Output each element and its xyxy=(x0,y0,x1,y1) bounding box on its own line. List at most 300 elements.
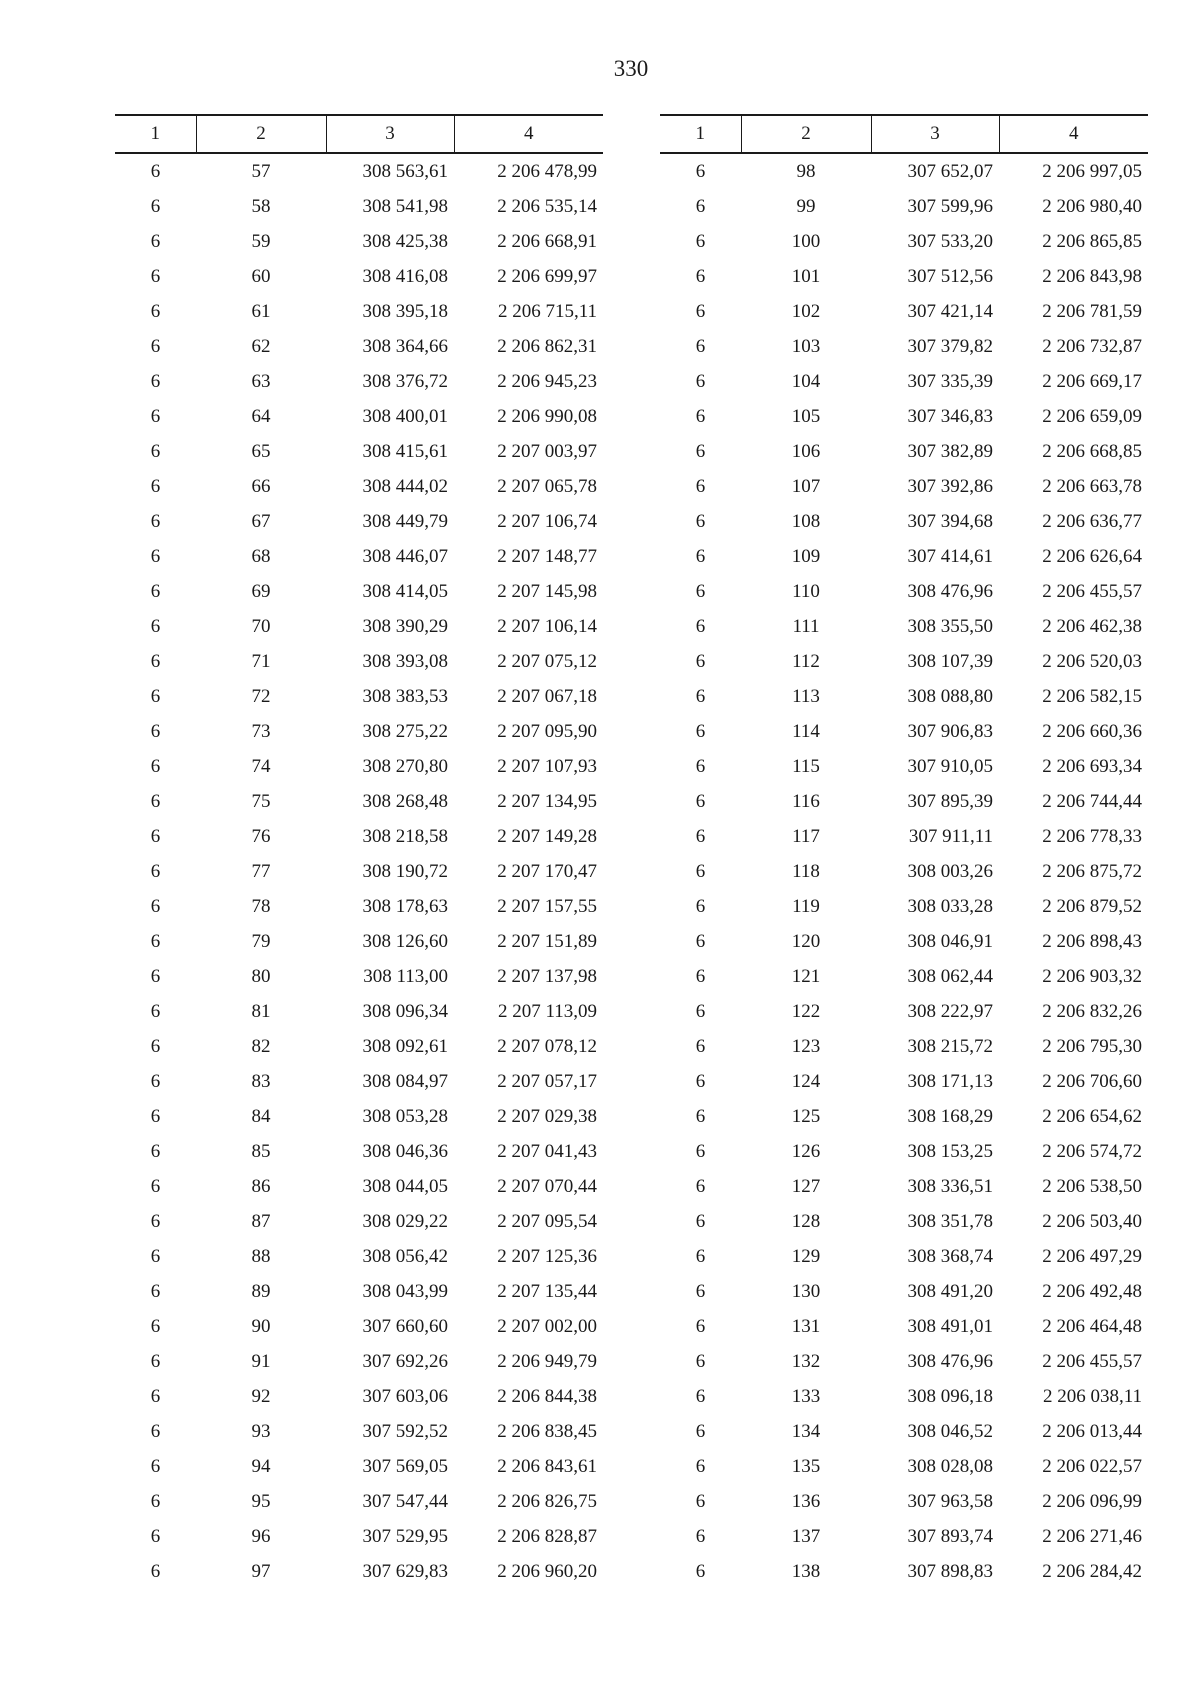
x-coordinate-cell: 308 062,44 xyxy=(907,965,993,987)
section-cell: 6 xyxy=(150,930,161,952)
x-coordinate-cell: 308 390,29 xyxy=(362,615,448,637)
x-coordinate-cell: 307 603,06 xyxy=(362,1385,448,1407)
x-coordinate-cell: 307 346,83 xyxy=(907,405,993,427)
table-row xyxy=(660,854,1148,889)
section-cell: 6 xyxy=(695,895,706,917)
y-coordinate-cell: 2 206 949,79 xyxy=(497,1350,597,1372)
y-coordinate-cell: 2 207 078,12 xyxy=(497,1035,597,1057)
point-number-cell: 71 xyxy=(251,650,271,672)
table-row xyxy=(660,469,1148,504)
section-cell: 6 xyxy=(150,615,161,637)
section-cell: 6 xyxy=(695,1315,706,1337)
section-cell: 6 xyxy=(150,370,161,392)
table-row xyxy=(115,994,603,1029)
x-coordinate-cell: 308 178,63 xyxy=(362,895,448,917)
section-cell: 6 xyxy=(695,720,706,742)
y-coordinate-cell: 2 206 574,72 xyxy=(1042,1140,1142,1162)
x-coordinate-cell: 307 963,58 xyxy=(907,1490,993,1512)
y-coordinate-cell: 2 207 003,97 xyxy=(497,440,597,462)
x-coordinate-cell: 308 383,53 xyxy=(362,685,448,707)
x-coordinate-cell: 307 592,52 xyxy=(362,1420,448,1442)
section-cell: 6 xyxy=(695,615,706,637)
point-number-cell: 118 xyxy=(792,860,820,882)
x-coordinate-cell: 308 153,25 xyxy=(907,1140,993,1162)
y-coordinate-cell: 2 207 106,74 xyxy=(497,510,597,532)
y-coordinate-cell: 2 206 096,99 xyxy=(1042,1490,1142,1512)
x-coordinate-cell: 308 415,61 xyxy=(362,440,448,462)
x-coordinate-cell: 308 491,20 xyxy=(907,1280,993,1302)
point-number-cell: 130 xyxy=(791,1280,821,1302)
x-coordinate-cell: 308 044,05 xyxy=(362,1175,448,1197)
table-row xyxy=(660,539,1148,574)
point-number-cell: 110 xyxy=(792,580,820,602)
table-row xyxy=(115,574,603,609)
table-row xyxy=(115,1029,603,1064)
section-cell: 6 xyxy=(150,545,161,567)
section-cell: 6 xyxy=(695,1140,706,1162)
section-cell: 6 xyxy=(150,475,161,497)
y-coordinate-cell: 2 206 865,85 xyxy=(1042,230,1142,252)
table-row xyxy=(115,644,603,679)
point-number-cell: 94 xyxy=(251,1455,271,1477)
table-row xyxy=(660,1414,1148,1449)
point-number-cell: 105 xyxy=(791,405,821,427)
point-number-cell: 72 xyxy=(251,685,271,707)
point-number-cell: 122 xyxy=(791,1000,821,1022)
section-cell: 6 xyxy=(150,1070,161,1092)
table-row xyxy=(660,819,1148,854)
x-coordinate-cell: 308 491,01 xyxy=(907,1315,993,1337)
x-coordinate-cell: 308 046,52 xyxy=(907,1420,993,1442)
section-cell: 6 xyxy=(695,265,706,287)
y-coordinate-cell: 2 206 706,60 xyxy=(1042,1070,1142,1092)
table-row xyxy=(660,644,1148,679)
y-coordinate-cell: 2 206 781,59 xyxy=(1042,300,1142,322)
section-cell: 6 xyxy=(695,790,706,812)
point-number-cell: 119 xyxy=(792,895,820,917)
y-coordinate-cell: 2 207 107,93 xyxy=(497,755,597,777)
point-number-cell: 101 xyxy=(791,265,821,287)
y-coordinate-cell: 2 207 157,55 xyxy=(497,895,597,917)
point-number-cell: 95 xyxy=(251,1490,271,1512)
x-coordinate-cell: 308 046,91 xyxy=(907,930,993,952)
table-body-right xyxy=(660,153,1148,1589)
table-row xyxy=(660,1519,1148,1554)
table-row xyxy=(115,749,603,784)
column-header: 4 xyxy=(999,115,1148,153)
table-row xyxy=(115,1064,603,1099)
y-coordinate-cell: 2 206 626,64 xyxy=(1042,545,1142,567)
y-coordinate-cell: 2 206 455,57 xyxy=(1042,580,1142,602)
section-cell: 6 xyxy=(695,300,706,322)
column-header: 1 xyxy=(115,115,196,153)
y-coordinate-cell: 2 206 022,57 xyxy=(1042,1455,1142,1477)
point-number-cell: 74 xyxy=(251,755,271,777)
y-coordinate-cell: 2 206 535,14 xyxy=(497,195,597,217)
x-coordinate-cell: 308 400,01 xyxy=(362,405,448,427)
section-cell: 6 xyxy=(695,825,706,847)
y-coordinate-cell: 2 206 654,62 xyxy=(1042,1105,1142,1127)
x-coordinate-cell: 307 898,83 xyxy=(907,1560,993,1582)
column-header: 2 xyxy=(741,115,871,153)
point-number-cell: 138 xyxy=(791,1560,821,1582)
table-row xyxy=(660,1064,1148,1099)
table-row xyxy=(660,889,1148,924)
table-row xyxy=(115,1309,603,1344)
table-row xyxy=(115,1414,603,1449)
table-row xyxy=(660,1204,1148,1239)
y-coordinate-cell: 2 206 778,33 xyxy=(1042,825,1142,847)
section-cell: 6 xyxy=(150,755,161,777)
section-cell: 6 xyxy=(150,160,161,182)
y-coordinate-cell: 2 206 898,43 xyxy=(1042,930,1142,952)
x-coordinate-cell: 308 046,36 xyxy=(362,1140,448,1162)
point-number-cell: 135 xyxy=(791,1455,821,1477)
section-cell: 6 xyxy=(695,1245,706,1267)
point-number-cell: 60 xyxy=(251,265,271,287)
x-coordinate-cell: 307 421,14 xyxy=(907,300,993,322)
point-number-cell: 67 xyxy=(251,510,271,532)
x-coordinate-cell: 308 092,61 xyxy=(362,1035,448,1057)
x-coordinate-cell: 307 335,39 xyxy=(907,370,993,392)
y-coordinate-cell: 2 206 582,15 xyxy=(1042,685,1142,707)
section-cell: 6 xyxy=(695,1525,706,1547)
table-row xyxy=(115,924,603,959)
point-number-cell: 123 xyxy=(791,1035,821,1057)
table-row xyxy=(115,294,603,329)
table-row xyxy=(115,784,603,819)
y-coordinate-cell: 2 206 663,78 xyxy=(1042,475,1142,497)
section-cell: 6 xyxy=(695,370,706,392)
section-cell: 6 xyxy=(150,1315,161,1337)
x-coordinate-cell: 307 414,61 xyxy=(907,545,993,567)
column-header: 4 xyxy=(454,115,603,153)
y-coordinate-cell: 2 207 041,43 xyxy=(497,1140,597,1162)
x-coordinate-cell: 308 268,48 xyxy=(362,790,448,812)
table-row xyxy=(115,679,603,714)
column-header: 1 xyxy=(660,115,741,153)
y-coordinate-cell: 2 206 038,11 xyxy=(1042,1385,1142,1407)
x-coordinate-cell: 308 414,05 xyxy=(362,580,448,602)
table-row xyxy=(115,1134,603,1169)
point-number-cell: 58 xyxy=(251,195,271,217)
table-row xyxy=(660,364,1148,399)
point-number-cell: 61 xyxy=(251,300,271,322)
table-row xyxy=(115,854,603,889)
y-coordinate-cell: 2 206 980,40 xyxy=(1042,195,1142,217)
point-number-cell: 102 xyxy=(791,300,821,322)
x-coordinate-cell: 307 533,20 xyxy=(907,230,993,252)
section-cell: 6 xyxy=(150,825,161,847)
y-coordinate-cell: 2 207 095,54 xyxy=(497,1210,597,1232)
point-number-cell: 99 xyxy=(796,195,816,217)
x-coordinate-cell: 308 476,96 xyxy=(907,580,993,602)
point-number-cell: 70 xyxy=(251,615,271,637)
y-coordinate-cell: 2 207 134,95 xyxy=(497,790,597,812)
y-coordinate-cell: 2 206 660,36 xyxy=(1042,720,1142,742)
table-row xyxy=(660,679,1148,714)
section-cell: 6 xyxy=(150,1035,161,1057)
y-coordinate-cell: 2 206 960,20 xyxy=(497,1560,597,1582)
x-coordinate-cell: 308 107,39 xyxy=(907,650,993,672)
x-coordinate-cell: 307 599,96 xyxy=(907,195,993,217)
y-coordinate-cell: 2 206 844,38 xyxy=(497,1385,597,1407)
table-row xyxy=(660,1134,1148,1169)
point-number-cell: 78 xyxy=(251,895,271,917)
coordinates-table-left xyxy=(115,114,603,1589)
y-coordinate-cell: 2 207 113,09 xyxy=(497,1000,597,1022)
y-coordinate-cell: 2 206 659,09 xyxy=(1042,405,1142,427)
y-coordinate-cell: 2 206 990,08 xyxy=(497,405,597,427)
table-row xyxy=(660,294,1148,329)
section-cell: 6 xyxy=(695,1490,706,1512)
table-header-row xyxy=(115,115,603,153)
y-coordinate-cell: 2 206 478,99 xyxy=(497,160,597,182)
section-cell: 6 xyxy=(695,1280,706,1302)
x-coordinate-cell: 307 512,56 xyxy=(907,265,993,287)
x-coordinate-cell: 307 910,05 xyxy=(907,755,993,777)
x-coordinate-cell: 308 215,72 xyxy=(907,1035,993,1057)
section-cell: 6 xyxy=(150,1140,161,1162)
point-number-cell: 133 xyxy=(791,1385,821,1407)
point-number-cell: 98 xyxy=(796,160,816,182)
point-number-cell: 111 xyxy=(792,615,820,637)
x-coordinate-cell: 307 379,82 xyxy=(907,335,993,357)
column-header: 2 xyxy=(196,115,326,153)
table-row xyxy=(115,1449,603,1484)
table-row xyxy=(115,1169,603,1204)
coordinates-table-right xyxy=(660,114,1148,1589)
section-cell: 6 xyxy=(695,1105,706,1127)
section-cell: 6 xyxy=(695,1350,706,1372)
section-cell: 6 xyxy=(695,1210,706,1232)
x-coordinate-cell: 308 563,61 xyxy=(362,160,448,182)
x-coordinate-cell: 307 660,60 xyxy=(362,1315,448,1337)
table-row xyxy=(660,609,1148,644)
table-row xyxy=(660,924,1148,959)
y-coordinate-cell: 2 207 067,18 xyxy=(497,685,597,707)
point-number-cell: 81 xyxy=(251,1000,271,1022)
table-row xyxy=(660,1379,1148,1414)
table-row xyxy=(115,1554,603,1589)
x-coordinate-cell: 307 893,74 xyxy=(907,1525,993,1547)
section-cell: 6 xyxy=(150,720,161,742)
point-number-cell: 68 xyxy=(251,545,271,567)
table-row xyxy=(115,1484,603,1519)
x-coordinate-cell: 308 368,74 xyxy=(907,1245,993,1267)
point-number-cell: 93 xyxy=(251,1420,271,1442)
table-row xyxy=(115,1379,603,1414)
table-row xyxy=(115,1344,603,1379)
point-number-cell: 76 xyxy=(251,825,271,847)
y-coordinate-cell: 2 206 284,42 xyxy=(1042,1560,1142,1582)
point-number-cell: 77 xyxy=(251,860,271,882)
y-coordinate-cell: 2 206 271,46 xyxy=(1042,1525,1142,1547)
point-number-cell: 90 xyxy=(251,1315,271,1337)
section-cell: 6 xyxy=(150,300,161,322)
section-cell: 6 xyxy=(150,1420,161,1442)
x-coordinate-cell: 307 529,95 xyxy=(362,1525,448,1547)
x-coordinate-cell: 308 444,02 xyxy=(362,475,448,497)
section-cell: 6 xyxy=(695,930,706,952)
x-coordinate-cell: 308 476,96 xyxy=(907,1350,993,1372)
section-cell: 6 xyxy=(150,265,161,287)
table-row xyxy=(115,1239,603,1274)
section-cell: 6 xyxy=(695,510,706,532)
section-cell: 6 xyxy=(150,1280,161,1302)
section-cell: 6 xyxy=(150,790,161,812)
y-coordinate-cell: 2 207 095,90 xyxy=(497,720,597,742)
table-row xyxy=(660,1309,1148,1344)
x-coordinate-cell: 308 355,50 xyxy=(907,615,993,637)
table-row xyxy=(660,434,1148,469)
section-cell: 6 xyxy=(695,1455,706,1477)
y-coordinate-cell: 2 206 464,48 xyxy=(1042,1315,1142,1337)
point-number-cell: 69 xyxy=(251,580,271,602)
table-row xyxy=(115,469,603,504)
point-number-cell: 59 xyxy=(251,230,271,252)
point-number-cell: 121 xyxy=(791,965,821,987)
table-row xyxy=(660,259,1148,294)
table-row xyxy=(115,714,603,749)
section-cell: 6 xyxy=(695,475,706,497)
section-cell: 6 xyxy=(150,1105,161,1127)
x-coordinate-cell: 308 449,79 xyxy=(362,510,448,532)
table-row xyxy=(660,959,1148,994)
x-coordinate-cell: 308 043,99 xyxy=(362,1280,448,1302)
point-number-cell: 82 xyxy=(251,1035,271,1057)
table-row xyxy=(660,399,1148,434)
table-row xyxy=(660,1344,1148,1379)
point-number-cell: 126 xyxy=(791,1140,821,1162)
point-number-cell: 131 xyxy=(791,1315,821,1337)
table-row xyxy=(115,1099,603,1134)
x-coordinate-cell: 308 171,13 xyxy=(907,1070,993,1092)
y-coordinate-cell: 2 206 668,85 xyxy=(1042,440,1142,462)
section-cell: 6 xyxy=(695,650,706,672)
point-number-cell: 116 xyxy=(792,790,820,812)
x-coordinate-cell: 307 382,89 xyxy=(907,440,993,462)
y-coordinate-cell: 2 207 135,44 xyxy=(497,1280,597,1302)
point-number-cell: 91 xyxy=(251,1350,271,1372)
point-number-cell: 96 xyxy=(251,1525,271,1547)
section-cell: 6 xyxy=(150,685,161,707)
y-coordinate-cell: 2 206 843,61 xyxy=(497,1455,597,1477)
section-cell: 6 xyxy=(695,195,706,217)
section-cell: 6 xyxy=(150,230,161,252)
y-coordinate-cell: 2 206 875,72 xyxy=(1042,860,1142,882)
x-coordinate-cell: 308 270,80 xyxy=(362,755,448,777)
table-row xyxy=(115,259,603,294)
section-cell: 6 xyxy=(695,580,706,602)
y-coordinate-cell: 2 206 945,23 xyxy=(497,370,597,392)
section-cell: 6 xyxy=(695,230,706,252)
table-row xyxy=(115,329,603,364)
point-number-cell: 73 xyxy=(251,720,271,742)
x-coordinate-cell: 308 003,26 xyxy=(907,860,993,882)
section-cell: 6 xyxy=(695,685,706,707)
point-number-cell: 128 xyxy=(791,1210,821,1232)
x-coordinate-cell: 308 425,38 xyxy=(362,230,448,252)
table-row xyxy=(115,1204,603,1239)
point-number-cell: 117 xyxy=(792,825,820,847)
page-number: 330 xyxy=(613,56,649,81)
x-coordinate-cell: 308 541,98 xyxy=(362,195,448,217)
y-coordinate-cell: 2 206 462,38 xyxy=(1042,615,1142,637)
section-cell: 6 xyxy=(150,405,161,427)
table-row xyxy=(115,1274,603,1309)
x-coordinate-cell: 308 364,66 xyxy=(362,335,448,357)
section-cell: 6 xyxy=(150,1385,161,1407)
point-number-cell: 137 xyxy=(791,1525,821,1547)
x-coordinate-cell: 307 906,83 xyxy=(907,720,993,742)
point-number-cell: 79 xyxy=(251,930,271,952)
section-cell: 6 xyxy=(150,1350,161,1372)
section-cell: 6 xyxy=(150,580,161,602)
y-coordinate-cell: 2 207 148,77 xyxy=(497,545,597,567)
point-number-cell: 124 xyxy=(791,1070,821,1092)
x-coordinate-cell: 308 053,28 xyxy=(362,1105,448,1127)
y-coordinate-cell: 2 206 669,17 xyxy=(1042,370,1142,392)
table-row xyxy=(115,504,603,539)
x-coordinate-cell: 308 096,34 xyxy=(362,1000,448,1022)
point-number-cell: 97 xyxy=(251,1560,271,1582)
table-row xyxy=(660,1484,1148,1519)
y-coordinate-cell: 2 207 137,98 xyxy=(497,965,597,987)
x-coordinate-cell: 307 692,26 xyxy=(362,1350,448,1372)
point-number-cell: 92 xyxy=(251,1385,271,1407)
point-number-cell: 57 xyxy=(251,160,271,182)
x-coordinate-cell: 308 351,78 xyxy=(907,1210,993,1232)
point-number-cell: 100 xyxy=(791,230,821,252)
point-number-cell: 83 xyxy=(251,1070,271,1092)
y-coordinate-cell: 2 207 170,47 xyxy=(497,860,597,882)
y-coordinate-cell: 2 206 838,45 xyxy=(497,1420,597,1442)
y-coordinate-cell: 2 206 538,50 xyxy=(1042,1175,1142,1197)
table-row xyxy=(115,889,603,924)
y-coordinate-cell: 2 207 125,36 xyxy=(497,1245,597,1267)
section-cell: 6 xyxy=(150,510,161,532)
y-coordinate-cell: 2 207 057,17 xyxy=(497,1070,597,1092)
point-number-cell: 120 xyxy=(791,930,821,952)
y-coordinate-cell: 2 206 903,32 xyxy=(1042,965,1142,987)
y-coordinate-cell: 2 206 879,52 xyxy=(1042,895,1142,917)
table-row xyxy=(660,1099,1148,1134)
x-coordinate-cell: 308 336,51 xyxy=(907,1175,993,1197)
y-coordinate-cell: 2 206 492,48 xyxy=(1042,1280,1142,1302)
table-row xyxy=(115,224,603,259)
x-coordinate-cell: 307 895,39 xyxy=(907,790,993,812)
y-coordinate-cell: 2 207 002,00 xyxy=(497,1315,597,1337)
section-cell: 6 xyxy=(150,195,161,217)
y-coordinate-cell: 2 206 715,11 xyxy=(497,300,597,322)
table-row xyxy=(115,153,603,189)
x-coordinate-cell: 308 376,72 xyxy=(362,370,448,392)
point-number-cell: 107 xyxy=(791,475,821,497)
point-number-cell: 75 xyxy=(251,790,271,812)
y-coordinate-cell: 2 207 065,78 xyxy=(497,475,597,497)
table-row xyxy=(660,1274,1148,1309)
section-cell: 6 xyxy=(695,405,706,427)
section-cell: 6 xyxy=(695,860,706,882)
y-coordinate-cell: 2 207 029,38 xyxy=(497,1105,597,1127)
point-number-cell: 80 xyxy=(251,965,271,987)
x-coordinate-cell: 308 033,28 xyxy=(907,895,993,917)
y-coordinate-cell: 2 207 075,12 xyxy=(497,650,597,672)
section-cell: 6 xyxy=(150,1525,161,1547)
section-cell: 6 xyxy=(695,160,706,182)
section-cell: 6 xyxy=(695,335,706,357)
